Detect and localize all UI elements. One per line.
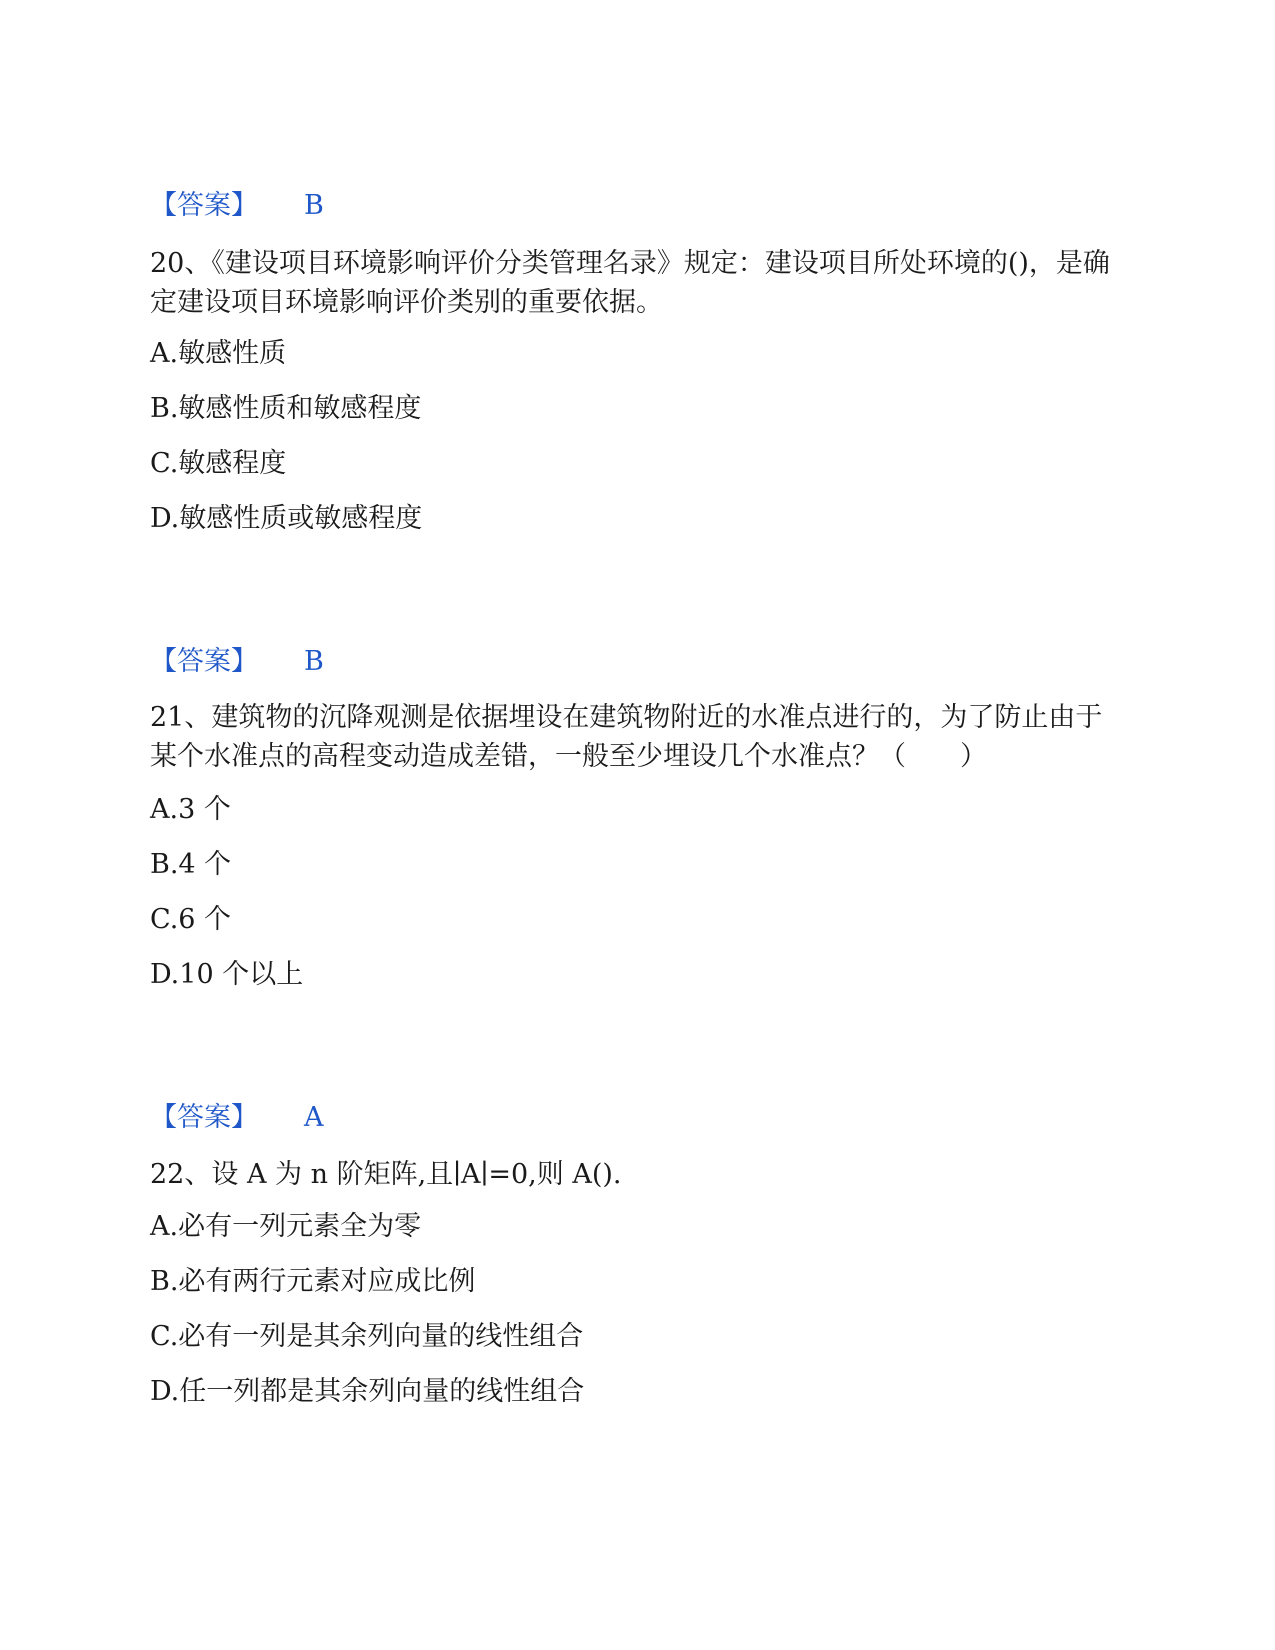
option-c: C.6 个 [150,904,232,935]
option-b: B.敏感性质和敏感程度 [150,393,422,424]
option-d: D.任一列都是其余列向量的线性组合 [150,1376,585,1407]
option-d: D.10 个以上 [150,959,304,990]
option-a: A.3 个 [150,794,231,825]
answer-line [150,1100,324,1136]
answer-label: 【答案】 [150,1102,258,1133]
answer-label: 【答案】 [150,190,258,221]
question-text: 20、《建设项目环境影响评价分类管理名录》规定：建设项目所处环境的()，是确定建设项目环境影响评价类别的重要依据。 [150,248,1110,318]
option-b: B.4 个 [150,849,232,880]
option-d: D.敏感性质或敏感程度 [150,503,423,534]
option-a: A.敏感性质 [150,338,287,369]
option-a: A.必有一列元素全为零 [150,1211,422,1242]
answer-line [150,188,324,224]
option-c: C.必有一列是其余列向量的线性组合 [150,1321,584,1352]
question-text: 21、建筑物的沉降观测是依据埋设在建筑物附近的水准点进行的，为了防止由于某个水准点的高程变动造成差错，一般至少埋设几个水准点？（ ） [150,702,1103,772]
answer-line [150,644,324,680]
answer-value: B [304,646,324,677]
option-c: C.敏感程度 [150,448,287,479]
answer-label: 【答案】 [150,646,258,677]
option-b: B.必有两行元素对应成比例 [150,1266,476,1297]
question-text: 22、设 A 为 n 阶矩阵,且∣A∣=0,则 A(). [150,1159,622,1190]
answer-value: A [304,1102,324,1133]
answer-value: B [304,190,324,221]
